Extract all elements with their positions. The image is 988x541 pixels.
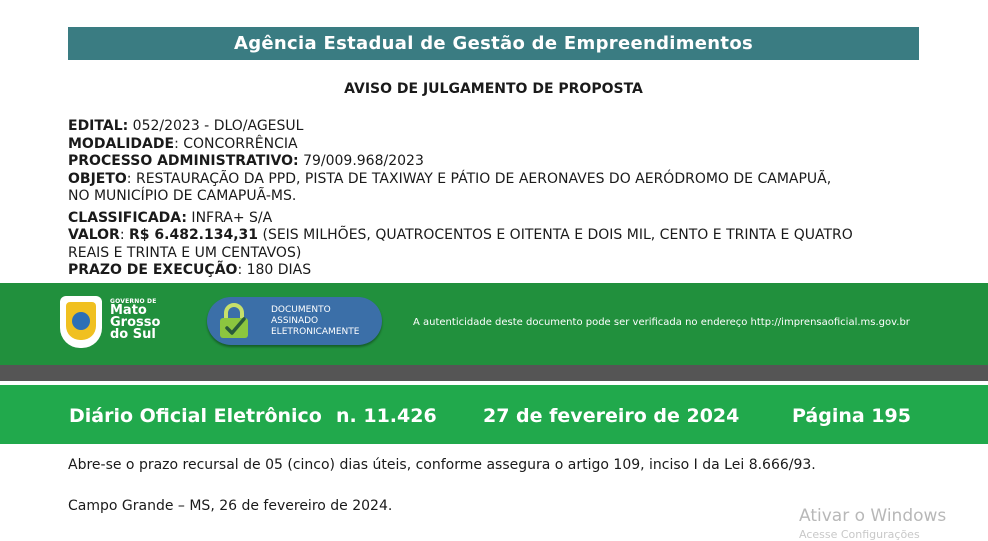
badge-line2: ASSINADO [271, 316, 319, 326]
objeto-value-line2: NO MUNICÍPIO DE CAMAPUÃ-MS. [68, 188, 297, 204]
edital-value: 052/2023 - DLO/AGESUL [128, 118, 304, 134]
ms-government-logo [60, 296, 170, 350]
processo-label: PROCESSO ADMINISTRATIVO: [68, 153, 299, 169]
gov-name-line1: Mato [110, 303, 147, 318]
badge-line1: DOCUMENTO [271, 305, 331, 315]
valor-words-line2: REAIS E TRINTA E UM CENTAVOS) [68, 244, 302, 261]
diario-page: Página 195 [792, 405, 911, 427]
diario-date: 27 de fevereiro de 2024 [483, 405, 740, 427]
diario-number: n. 11.426 [336, 405, 437, 427]
page-divider [0, 365, 988, 381]
badge-line3: ELETRONICAMENTE [271, 327, 360, 337]
valor-words-line1: (SEIS MILHÕES, QUATROCENTOS E OITENTA E DOIS MIL, CENTO E TRINTA E QUATRO [258, 227, 853, 243]
gov-name-line2: Grosso [110, 315, 161, 330]
modalidade-value: : CONCORRÊNCIA [174, 135, 298, 152]
recurso-paragraph: Abre-se o prazo recursal de 05 (cinco) dias úteis, conforme assegura o artigo 109, inciso I da Lei 8.666/93. [68, 457, 816, 473]
diario-title: Diário Oficial Eletrônico [69, 405, 322, 427]
windows-activation-subtext: Acesse Configurações [799, 528, 920, 541]
prazo-value: : 180 DIAS [237, 262, 312, 278]
location-date: Campo Grande – MS, 26 de fevereiro de 2024. [68, 498, 393, 514]
classificada-label: CLASSIFICADA: [68, 209, 187, 226]
processo-row [68, 153, 928, 171]
modalidade-row [68, 136, 928, 154]
badge-text [271, 305, 359, 338]
classificada-value: INFRA+ S/A [186, 209, 273, 226]
coat-of-arms-icon [60, 296, 102, 348]
prazo-row [68, 262, 928, 280]
agency-banner: Agência Estadual de Gestão de Empreendimentos [68, 27, 919, 60]
edital-label: EDITAL: [68, 118, 129, 134]
modalidade-label: MODALIDADE [68, 135, 175, 152]
lock-check-icon [217, 303, 251, 339]
objeto-label: OBJETO [68, 170, 127, 187]
prazo-label: PRAZO DE EXECUÇÃO [68, 262, 238, 278]
valor-label: VALOR [68, 227, 120, 243]
diario-header [0, 385, 988, 444]
objeto-row [68, 171, 928, 206]
valor-row [68, 227, 928, 262]
processo-value: 79/009.968/2023 [298, 153, 424, 169]
valor-amount: R$ 6.482.134,31 [129, 227, 259, 243]
objeto-value-line1: : RESTAURAÇÃO DA PPD, PISTA DE TAXIWAY E PÁTIO DE AERONAVES DO AERÓDROMO DE CAMAPUÃ, [126, 170, 832, 187]
valor-sep: : [119, 227, 129, 243]
digital-signature-badge [207, 297, 382, 345]
edital-row [68, 118, 928, 136]
notice-fields [68, 118, 928, 280]
authenticity-note: A autenticidade deste documento pode ser verificada no endereço http://imprensaoficial.ms.gov.br [413, 317, 910, 328]
classificada-row [68, 210, 928, 228]
gov-name [110, 305, 160, 341]
windows-activation-watermark: Ativar o Windows [799, 506, 947, 526]
notice-title: AVISO DE JULGAMENTO DE PROPOSTA [344, 81, 643, 97]
gov-label: GOVERNO DE [110, 298, 157, 305]
gov-name-line3: do Sul [110, 327, 156, 342]
